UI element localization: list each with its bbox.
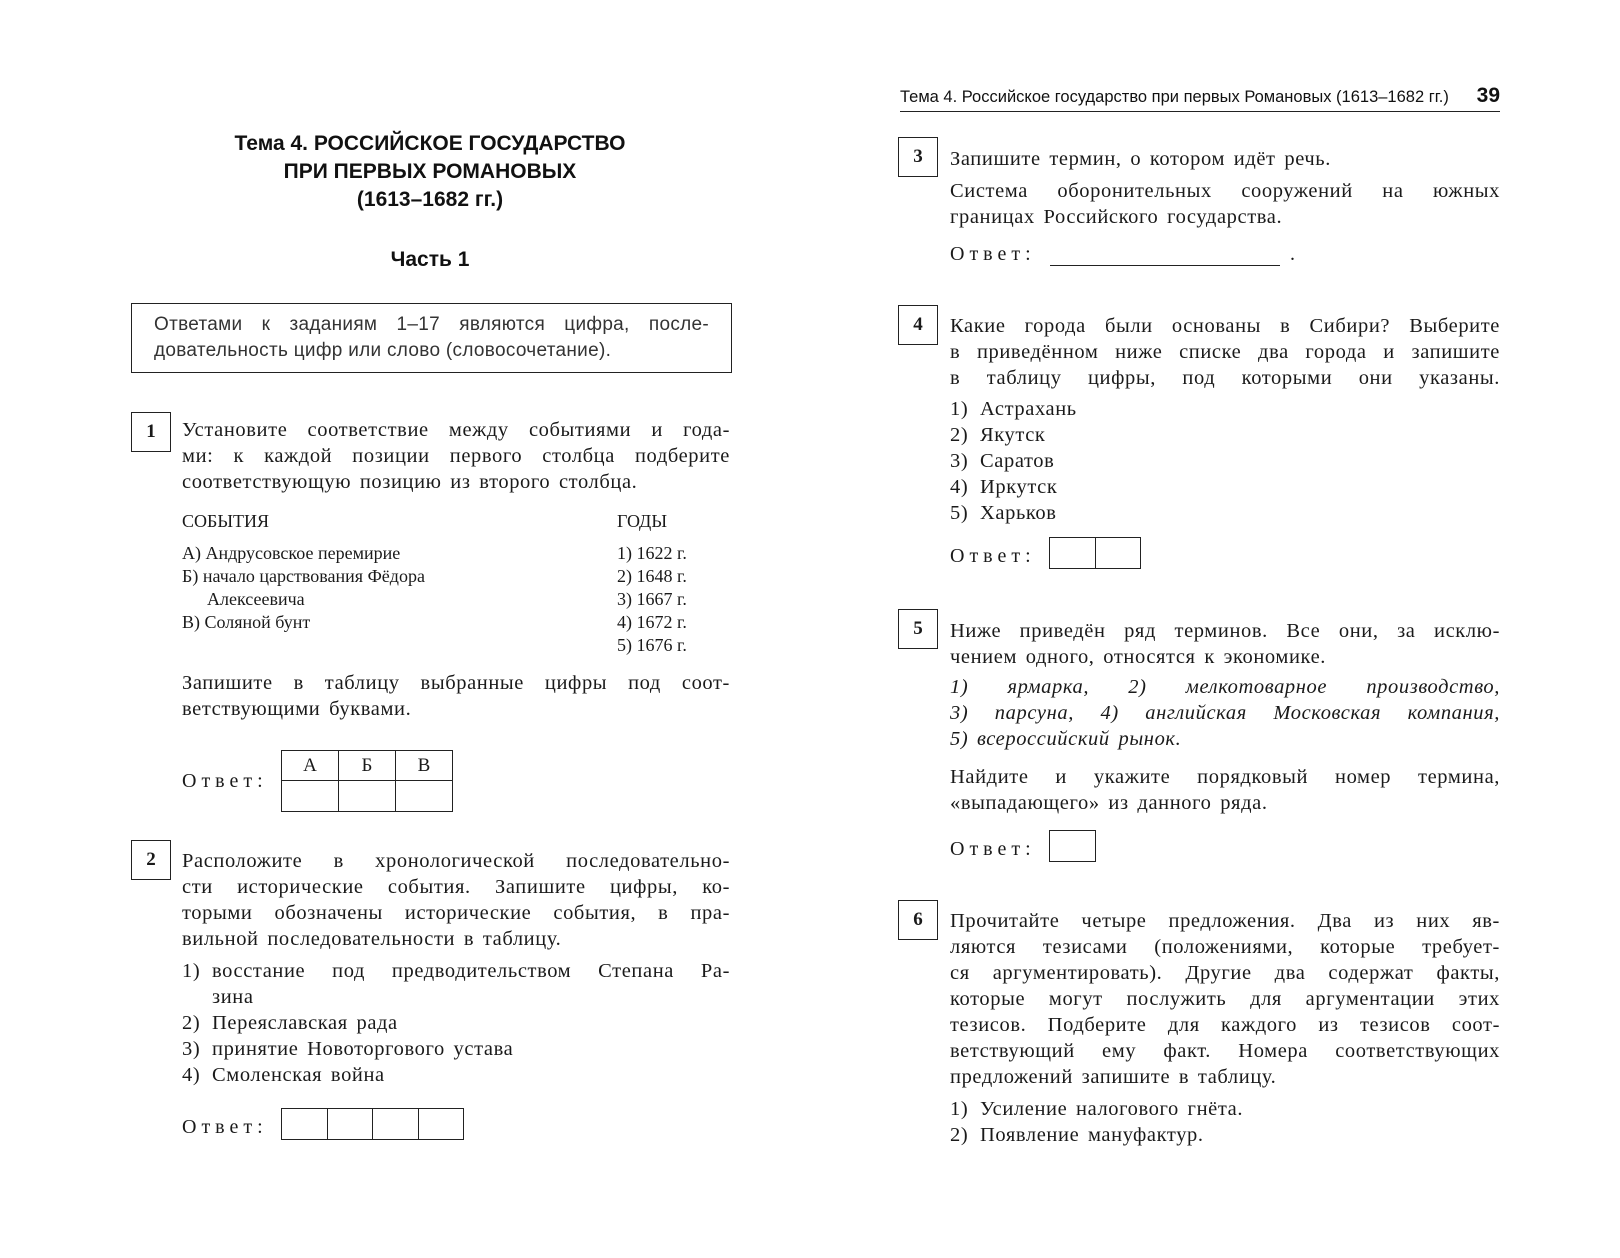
years-column-header: ГОДЫ xyxy=(617,511,668,531)
answer-cell[interactable] xyxy=(1050,831,1096,862)
answer-cell[interactable] xyxy=(419,1109,464,1140)
task3-description-line: границах Российского государства. xyxy=(950,206,1283,228)
task2-prompt-line: сти исторические события. Запишите цифры, ко- xyxy=(182,876,730,898)
task5-prompt xyxy=(950,618,1500,670)
task6-items xyxy=(950,1096,1500,1148)
task6-prompt-line: Прочитайте четыре предложения. Два из них яв- xyxy=(950,910,1500,932)
task2-answer-label: Ответ: xyxy=(182,1116,268,1138)
task6-prompt xyxy=(950,908,1500,1090)
task4-prompt-line: Какие города были основаны в Сибири? Выберите xyxy=(950,315,1500,337)
task3-description xyxy=(950,178,1500,230)
task4-option-4: 4) Иркутск xyxy=(950,476,1058,498)
task5-terms-line: 1) ярмарка, 2) мелкотоварное производство, xyxy=(950,676,1500,698)
task6-prompt-line: предложений запишите в таблицу. xyxy=(950,1066,1277,1088)
event-item-a: А) Андрусовское перемирие xyxy=(182,543,401,563)
topic-title-line-3: (1613–1682 гг.) xyxy=(356,188,504,211)
answer-cell[interactable] xyxy=(373,1109,419,1140)
event-item-v: В) Соляной бунт xyxy=(182,612,311,632)
answer-header-v: В xyxy=(396,751,453,781)
task5-terms-line: 5) всероссийский рынок. xyxy=(950,728,1182,750)
task4-prompt-line: в приведённом ниже списке два города и запишите xyxy=(950,341,1500,363)
task6-prompt-line: ся аргументировать). Другие два содержат факты, xyxy=(950,962,1500,984)
events-column-header: СОБЫТИЯ xyxy=(182,511,270,531)
task-number-6: 6 xyxy=(898,900,938,940)
page-number: 39 xyxy=(1476,84,1500,107)
task2-item-1: 1) восстание под предводительством Степана Ра- зина xyxy=(182,960,730,1008)
answer-cell-a[interactable] xyxy=(282,781,339,812)
task6-item-2: 2) Появление мануфактур. xyxy=(950,1124,1204,1146)
task-number-5: 5 xyxy=(898,609,938,649)
topic-title-line-2: ПРИ ПЕРВЫХ РОМАНОВЫХ xyxy=(283,160,577,183)
answer-cell-v[interactable] xyxy=(396,781,453,812)
task2-item-3: 3) принятие Новоторгового устава xyxy=(182,1038,514,1060)
task1-answer-table xyxy=(281,750,453,812)
part-title: Часть 1 xyxy=(390,248,470,271)
task3-description-line: Система оборонительных сооружений на южных xyxy=(950,180,1500,202)
task3-answer-field[interactable] xyxy=(1050,246,1280,266)
answer-cell[interactable] xyxy=(1050,538,1096,569)
task6-prompt-line: ветствующий ему факт. Номера соответствующих xyxy=(950,1040,1500,1062)
instructions-line-1: Ответами к заданиям 1–17 являются цифра, после- xyxy=(154,314,709,335)
task1-prompt-line: соответствующую позицию из второго столбца. xyxy=(182,471,638,493)
task3-answer-suffix: . xyxy=(1290,243,1300,265)
task2-prompt-line: Расположите в хронологической последовательно- xyxy=(182,850,730,872)
task5-terms-line: 3) парсуна, 4) английская Московская компания, xyxy=(950,702,1500,724)
year-item: 1) 1622 г. xyxy=(617,543,687,563)
task4-prompt xyxy=(950,313,1500,391)
year-item: 4) 1672 г. xyxy=(617,612,687,632)
task1-instruction-line: ветствующими буквами. xyxy=(182,698,412,720)
task6-prompt-line: которые могут послужить для аргументации этих xyxy=(950,988,1500,1010)
task5-prompt-line: чением одного, относятся к экономике. xyxy=(950,646,1327,668)
task4-answer-label: Ответ: xyxy=(950,545,1036,567)
topic-title-line-1: Тема 4. РОССИЙСКОЕ ГОСУДАРСТВО xyxy=(234,132,626,155)
task2-answer-table xyxy=(281,1108,464,1140)
task4-prompt-line: в таблицу цифры, под которыми они указаны. xyxy=(950,367,1500,389)
events-list xyxy=(182,542,602,634)
task3-prompt: Запишите термин, о котором идёт речь. xyxy=(950,148,1331,170)
years-list xyxy=(617,542,737,657)
task-number-2: 2 xyxy=(131,840,171,880)
task1-prompt xyxy=(182,417,730,495)
task2-prompt-line: торыми обозначены исторические события, в пра- xyxy=(182,902,730,924)
task4-options xyxy=(950,396,1500,526)
task1-instruction-line: Запишите в таблицу выбранные цифры под соот- xyxy=(182,672,730,694)
task2-prompt-line: вильной последовательности в таблицу. xyxy=(182,928,562,950)
task-number-1: 1 xyxy=(131,412,171,452)
task5-instruction-line: Найдите и укажите порядковый номер термина, xyxy=(950,766,1500,788)
running-header-title: Тема 4. Российское государство при первых Романовых (1613–1682 гг.) xyxy=(900,88,1449,106)
event-item-b-continued: Алексеевича xyxy=(207,589,305,609)
task4-option-3: 3) Саратов xyxy=(950,450,1055,472)
topic-title xyxy=(130,130,730,214)
answer-header-a: А xyxy=(282,751,339,781)
task4-option-5: 5) Харьков xyxy=(950,502,1057,524)
task6-prompt-line: тезисов. Подберите для каждого из тезисов соот- xyxy=(950,1014,1500,1036)
year-item: 5) 1676 г. xyxy=(617,635,687,655)
task-number-3: 3 xyxy=(898,137,938,177)
instructions-box xyxy=(131,303,732,373)
task3-answer-label: Ответ: xyxy=(950,243,1036,265)
event-item-b: Б) начало царствования Фёдора xyxy=(182,566,425,586)
task1-instruction xyxy=(182,670,730,722)
task2-item-2: 2) Переяславская рада xyxy=(182,1012,398,1034)
task1-prompt-line: ми: к каждой позиции первого столбца подберите xyxy=(182,445,730,467)
task2-list xyxy=(182,958,730,1088)
task5-terms xyxy=(950,674,1500,752)
task4-option-2: 2) Якутск xyxy=(950,424,1046,446)
answer-cell[interactable] xyxy=(1096,538,1141,569)
answer-cell[interactable] xyxy=(328,1109,373,1140)
task4-option-1: 1) Астрахань xyxy=(950,398,1077,420)
answer-cell[interactable] xyxy=(282,1109,328,1140)
instructions-line-2: довательность цифр или слово (словосочетание). xyxy=(154,340,612,361)
task4-answer-table xyxy=(1049,537,1141,569)
answer-cell-b[interactable] xyxy=(339,781,396,812)
task5-instruction xyxy=(950,764,1500,816)
task6-item-1: 1) Усиление налогового гнёта. xyxy=(950,1098,1244,1120)
task2-prompt xyxy=(182,848,730,952)
task6-prompt-line: ляются тезисами (положениями, которые требует- xyxy=(950,936,1500,958)
year-item: 3) 1667 г. xyxy=(617,589,687,609)
year-item: 2) 1648 г. xyxy=(617,566,687,586)
task5-answer-table xyxy=(1049,830,1096,862)
task-number-4: 4 xyxy=(898,305,938,345)
task2-item-4: 4) Смоленская война xyxy=(182,1064,385,1086)
task1-prompt-line: Установите соответствие между событиями и года- xyxy=(182,419,730,441)
task1-answer-label: Ответ: xyxy=(182,770,268,792)
answer-header-b: Б xyxy=(339,751,396,781)
running-header xyxy=(900,86,1500,112)
task5-instruction-line: «выпадающего» из данного ряда. xyxy=(950,792,1268,814)
task5-answer-label: Ответ: xyxy=(950,838,1036,860)
task5-prompt-line: Ниже приведён ряд терминов. Все они, за исклю- xyxy=(950,620,1500,642)
